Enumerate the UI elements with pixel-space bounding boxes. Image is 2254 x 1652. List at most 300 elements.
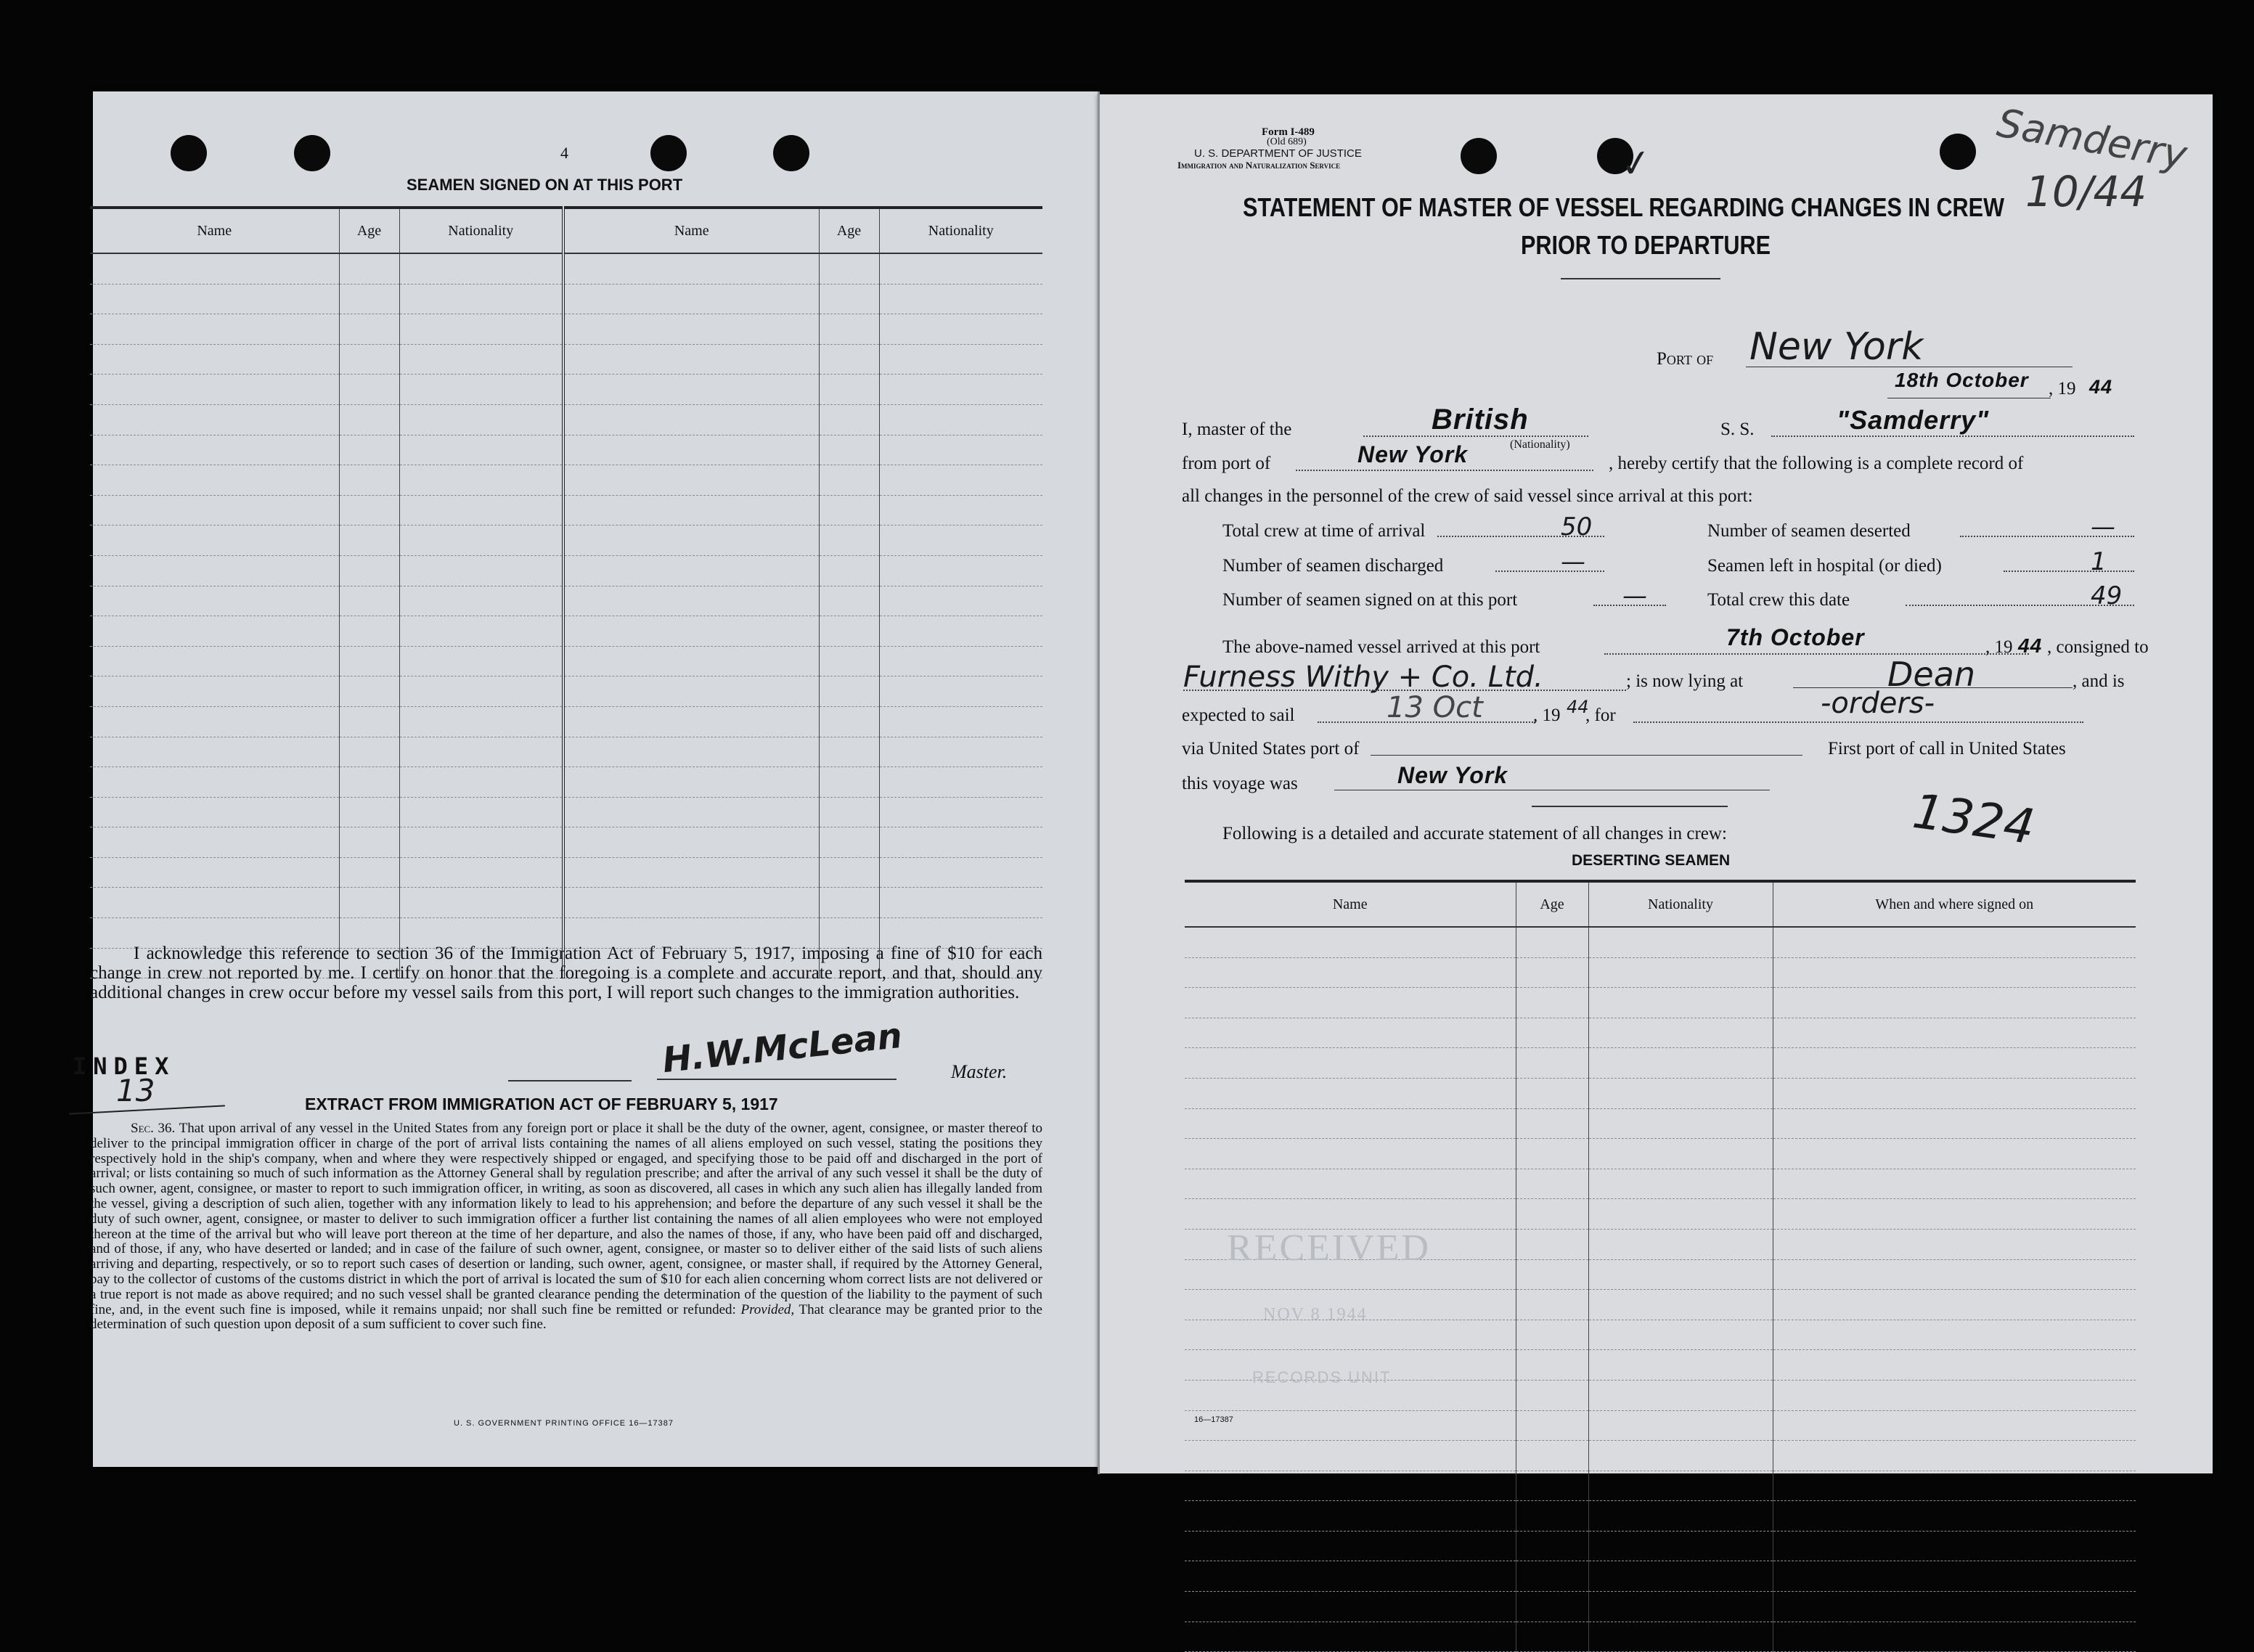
table-row — [90, 495, 1042, 526]
table-row — [1185, 1410, 2136, 1441]
table-cell — [1773, 1501, 2136, 1532]
table-row — [1185, 1018, 2136, 1048]
table-cell — [1185, 1592, 1516, 1622]
corner-note: Samderry — [1993, 99, 2191, 179]
table-cell — [819, 767, 879, 798]
table-cell — [90, 555, 339, 586]
table-cell — [1516, 1320, 1588, 1350]
table-cell — [90, 465, 339, 496]
table-cell — [1516, 1108, 1588, 1139]
table-cell — [879, 344, 1042, 375]
lying-label: ; is now lying at — [1626, 671, 1744, 691]
table-cell — [399, 706, 563, 737]
table-cell — [1588, 1350, 1773, 1381]
table-cell — [1185, 1561, 1516, 1592]
ship-name: "Samderry" — [1837, 405, 1990, 435]
table-cell — [819, 827, 879, 858]
extract-text: That upon arrival of any vessel in the United States from any foreign port or place it shall be the duty of the owner, agent, consignee, or master thereof to deliver to the principal immigration officer in charge of the port of arrival lists containing the names of all aliens employed on such vessel, stating the positions they respectively hold in the ship's company, when and where they were respectively shipped or engaged, and specifying those to be paid off and discharged in the port of arrival; or lists containing so much of such information as the Attorney General shall by regulation prescribe; and after the arrival of any such vessel it shall be the duty of such owner, agent, consignee, or master to report to such immigration officer, in writing, as soon as discovered, all cases in which any such alien has illegally landed from the vessel, giving a description of such alien, together with any information likely to lead to his apprehension; and before the departure of any such vessel it shall be the duty of such owner, agent, consignee, or master to deliver to such immigration officer a further list containing the names of all alien employees who were not employed thereon at the time of the arrival but who will leave port thereon at the time of her departure, and also the names of those, if any, who have been paid off and discharged, and of those, if any, who have deserted or landed; and in case of the failure of such owner, agent, consignee, or master so to deliver either of the said lists of such aliens arriving and departing, respectively, or so to report such cases of desertion or landing, such owner, agent, consignee, or master shall, if required by the Attorney General, pay to the collector of customs of the customs district in which the port of arrival is located the sum of $10 for each alien concerning whom correct lists are not delivered or a true report is not made as above required; and no such vessel shall be granted clearance pending the determination of the question of the liability to the payment of such fine, and, in the event such fine is imposed, while it remains unpaid; nor shall such fine be remitted or refunded: — [90, 1121, 1042, 1317]
table-cell — [339, 284, 399, 314]
table-cell — [1773, 1259, 2136, 1290]
received-stamp-date: NOV 8 1944 — [1263, 1305, 1368, 1324]
table-cell — [90, 344, 339, 375]
expected-year: 44 — [1567, 697, 1589, 717]
port-value: New York — [1749, 325, 1924, 369]
table-cell — [879, 253, 1042, 284]
table-cell — [1773, 1471, 2136, 1501]
table-cell — [399, 737, 563, 767]
table-cell — [1516, 1471, 1588, 1501]
table-cell — [399, 555, 563, 586]
table-cell — [563, 404, 819, 435]
table-row — [1185, 1592, 2136, 1622]
certify-text: , hereby certify that the following is a complete record of — [1609, 454, 2024, 473]
punch-hole — [773, 135, 809, 171]
stat-label: Number of seamen signed on at this port — [1222, 590, 1518, 610]
table-cell — [90, 526, 339, 556]
stat-label: Seamen left in hospital (or died) — [1707, 556, 1942, 576]
table-cell — [879, 465, 1042, 496]
expected-value: 13 Oct — [1387, 691, 1483, 724]
following-text: Following is a detailed and accurate statement of all changes in crew: — [1222, 824, 1727, 843]
table-cell — [90, 706, 339, 737]
stat-leader-dots — [1495, 571, 1604, 572]
table-cell — [1588, 1320, 1773, 1350]
table-cell — [339, 344, 399, 375]
table-row — [90, 253, 1042, 284]
table-row — [90, 284, 1042, 314]
table-cell — [1516, 1290, 1588, 1320]
table-cell — [1516, 1622, 1588, 1652]
table-cell — [1185, 1108, 1516, 1139]
table-cell — [1588, 1380, 1773, 1410]
table-cell — [1185, 1169, 1516, 1199]
table-cell — [879, 646, 1042, 676]
table-cell — [1516, 1561, 1588, 1592]
table-cell — [1588, 1471, 1773, 1501]
table-cell — [879, 827, 1042, 858]
table-cell — [879, 404, 1042, 435]
table-row — [1185, 1501, 2136, 1532]
ship-name-line — [1771, 436, 2134, 437]
certify-text-2: all changes in the personnel of the crew of said vessel since arrival at this port: — [1182, 486, 1753, 506]
table-cell — [90, 857, 339, 888]
table-cell — [879, 435, 1042, 465]
stat-label: Number of seamen discharged — [1222, 556, 1444, 576]
table-cell — [1588, 927, 1773, 957]
table-cell — [1773, 1441, 2136, 1471]
table-row — [1185, 1531, 2136, 1561]
table-row — [90, 857, 1042, 888]
section-title: SEAMEN SIGNED ON AT THIS PORT — [407, 176, 683, 194]
table-cell — [1773, 1139, 2136, 1169]
table-cell — [339, 404, 399, 435]
for-line — [1633, 721, 2083, 723]
table-row — [90, 888, 1042, 918]
table-cell — [399, 767, 563, 798]
table-cell — [339, 555, 399, 586]
stat-value: — — [1561, 547, 1585, 576]
column-header: Name — [563, 208, 819, 253]
table-cell — [1516, 1501, 1588, 1532]
date-value: 18th October — [1895, 369, 2029, 391]
table-cell — [819, 706, 879, 737]
table-cell — [90, 827, 339, 858]
table-cell — [1185, 1410, 1516, 1441]
table-cell — [1588, 1139, 1773, 1169]
extract-body — [90, 1121, 1042, 1333]
from-port-line — [1296, 470, 1593, 471]
table-row — [90, 435, 1042, 465]
table-row — [1185, 1199, 2136, 1230]
table-cell — [819, 888, 879, 918]
table-cell — [399, 888, 563, 918]
received-stamp: RECEIVED — [1227, 1227, 1432, 1269]
year-value: 44 — [2089, 376, 2113, 398]
table-cell — [1773, 1290, 2136, 1320]
stat-value: — — [2091, 512, 2115, 541]
table-cell — [90, 375, 339, 405]
first-port-label: First port of call in United States — [1828, 739, 2066, 758]
table-cell — [1185, 1048, 1516, 1079]
table-row — [90, 375, 1042, 405]
table-cell — [339, 767, 399, 798]
table-cell — [879, 767, 1042, 798]
corner-date: 10/44 — [2025, 167, 2147, 216]
table-row — [90, 706, 1042, 737]
table-cell — [1516, 1380, 1588, 1410]
form-number: Form I-489 — [1262, 126, 1315, 138]
table-row — [90, 737, 1042, 767]
table-cell — [1588, 1078, 1773, 1108]
via-line — [1371, 755, 1802, 756]
index-stamp: INDEX — [73, 1052, 176, 1080]
table-cell — [819, 495, 879, 526]
table-row — [90, 646, 1042, 676]
table-cell — [563, 253, 819, 284]
acknowledgment-text: I acknowledge this reference to section 36 of the Immigration Act of February 5, 1917, imposing a fine of $10 for each change in crew not reported by me. I certify on honor that the foregoing is a complete and accurate report, and that, should any additional changes in crew occur before my vessel sails from this port, I will report such changes to the immigration authorities. — [90, 944, 1042, 1002]
table-cell — [1516, 957, 1588, 988]
table-row — [1185, 1139, 2136, 1169]
arrived-date: 7th October — [1726, 624, 1865, 650]
master-label: Master. — [951, 1061, 1008, 1082]
table-body — [1185, 927, 2136, 1652]
stat-label: Total crew this date — [1707, 590, 1850, 610]
master-of-label: I, master of the — [1182, 420, 1292, 439]
column-header: Name — [1185, 881, 1516, 927]
table-cell — [339, 827, 399, 858]
table-cell — [819, 555, 879, 586]
table-cell — [1588, 1501, 1773, 1532]
table-cell — [563, 435, 819, 465]
table-cell — [399, 314, 563, 345]
stat-value: 49 — [2091, 581, 2123, 610]
table-cell — [399, 616, 563, 647]
table-cell — [1185, 927, 1516, 957]
table-cell — [563, 314, 819, 345]
column-header: Age — [339, 208, 399, 253]
table-cell — [1773, 927, 2136, 957]
table-row — [90, 676, 1042, 707]
table-cell — [1773, 1561, 2136, 1592]
stat-label: Number of seamen deserted — [1707, 521, 1911, 541]
table-cell — [879, 857, 1042, 888]
this-voyage-label: this voyage was — [1182, 774, 1298, 793]
table-cell — [819, 616, 879, 647]
stat-leader-dots — [2004, 571, 2134, 572]
table-cell — [399, 586, 563, 616]
table-cell — [879, 555, 1042, 586]
table-cell — [879, 526, 1042, 556]
table-cell — [399, 646, 563, 676]
extract-title: EXTRACT FROM IMMIGRATION ACT OF FEBRUARY 5, 1917 — [305, 1095, 778, 1113]
table-cell — [1516, 1048, 1588, 1079]
table-cell — [399, 827, 563, 858]
table-cell — [339, 616, 399, 647]
table-cell — [879, 495, 1042, 526]
table-cell — [563, 676, 819, 707]
ss-label: S. S. — [1720, 420, 1755, 439]
table-cell — [1588, 1048, 1773, 1079]
table-row — [90, 555, 1042, 586]
table-cell — [879, 706, 1042, 737]
table-row — [1185, 1441, 2136, 1471]
table-row — [1185, 1471, 2136, 1501]
section-rule — [1532, 806, 1728, 807]
column-header: When and where signed on — [1773, 881, 2136, 927]
printer-footer-left: U. S. GOVERNMENT PRINTING OFFICE 16—17387 — [454, 1419, 674, 1428]
table-row — [1185, 1169, 2136, 1199]
arrived-year: 44 — [2018, 634, 2043, 657]
table-cell — [563, 375, 819, 405]
expected-label: expected to sail — [1182, 706, 1295, 725]
port-label: Port of — [1657, 349, 1714, 369]
table-cell — [90, 404, 339, 435]
index-number: 13 — [116, 1073, 155, 1108]
table-row — [1185, 1048, 2136, 1079]
punch-hole — [294, 135, 330, 171]
table-cell — [819, 284, 879, 314]
signature-line-left — [508, 1080, 632, 1081]
table-cell — [819, 797, 879, 827]
table-cell — [1516, 1441, 1588, 1471]
page-fold — [1098, 91, 1100, 1474]
table-row — [90, 526, 1042, 556]
table-cell — [819, 435, 879, 465]
nationality-caption: (Nationality) — [1510, 438, 1570, 451]
table-row — [1185, 1561, 2136, 1592]
table-cell — [1516, 1199, 1588, 1230]
table-cell — [563, 344, 819, 375]
extract-tail: That clearance may be granted prior to the determination of such question upon deposit of a sum sufficient to cover such fine. — [90, 1301, 1042, 1333]
arrived-label: The above-named vessel arrived at this port — [1222, 637, 1540, 657]
nationality-value: British — [1432, 404, 1529, 436]
table-cell — [1588, 1531, 1773, 1561]
table-cell — [819, 857, 879, 888]
from-port-label: from port of — [1182, 454, 1271, 473]
table-row — [1185, 1108, 2136, 1139]
table-cell — [339, 586, 399, 616]
table-row — [90, 404, 1042, 435]
table-row — [90, 586, 1042, 616]
table-cell — [399, 375, 563, 405]
table-cell — [1516, 1139, 1588, 1169]
table-cell — [1185, 1078, 1516, 1108]
table-row — [1185, 957, 2136, 988]
table-cell — [1185, 1018, 1516, 1048]
table-cell — [90, 767, 339, 798]
table-cell — [819, 737, 879, 767]
table-cell — [1588, 1622, 1773, 1652]
table-cell — [1185, 1622, 1516, 1652]
table-cell — [1773, 1592, 2136, 1622]
table-cell — [1773, 1199, 2136, 1230]
table-cell — [339, 435, 399, 465]
column-header: Age — [1516, 881, 1588, 927]
table-cell — [1516, 1078, 1588, 1108]
punch-hole — [1940, 134, 1976, 170]
table-cell — [90, 495, 339, 526]
table-row — [1185, 988, 2136, 1018]
table-cell — [399, 344, 563, 375]
table-row — [90, 616, 1042, 647]
table-cell — [563, 526, 819, 556]
table-cell — [1773, 1320, 2136, 1350]
table-cell — [90, 435, 339, 465]
table-cell — [819, 646, 879, 676]
table-cell — [1516, 1592, 1588, 1622]
column-header: Nationality — [399, 208, 563, 253]
table-row — [1185, 1078, 2136, 1108]
table-cell — [1588, 1410, 1773, 1441]
table-cell — [879, 888, 1042, 918]
service-name: Immigration and Naturalization Service — [1177, 160, 1341, 171]
punch-hole — [1461, 138, 1497, 174]
table-cell — [879, 284, 1042, 314]
table-cell — [563, 284, 819, 314]
table-cell — [399, 495, 563, 526]
table-cell — [1773, 1531, 2136, 1561]
table-cell — [563, 888, 819, 918]
table-cell — [819, 375, 879, 405]
for-value: -orders- — [1821, 687, 1935, 720]
page-number: 4 — [560, 144, 568, 162]
table-cell — [90, 888, 339, 918]
table-cell — [1773, 1350, 2136, 1381]
table-cell — [1588, 1018, 1773, 1048]
table-cell — [90, 616, 339, 647]
table-cell — [1773, 1108, 2136, 1139]
table-cell — [1588, 1108, 1773, 1139]
table-cell — [879, 737, 1042, 767]
check-mark: ✓ — [1617, 142, 1655, 187]
table-cell — [339, 797, 399, 827]
from-port-value: New York — [1357, 441, 1469, 467]
table-row — [90, 797, 1042, 827]
table-cell — [339, 465, 399, 496]
for-label: , for — [1585, 706, 1616, 725]
table-cell — [819, 676, 879, 707]
table-cell — [563, 646, 819, 676]
stat-value: — — [1622, 581, 1647, 610]
table-cell — [879, 797, 1042, 827]
year-prefix: , 19 — [2049, 379, 2076, 398]
table-cell — [339, 888, 399, 918]
via-label: via United States port of — [1182, 739, 1360, 758]
table-cell — [90, 676, 339, 707]
table-cell — [1516, 1018, 1588, 1048]
table-cell — [1516, 1229, 1588, 1259]
table-cell — [879, 676, 1042, 707]
table-cell — [399, 526, 563, 556]
table-cell — [399, 676, 563, 707]
table-cell — [879, 616, 1042, 647]
table-cell — [1773, 1018, 2136, 1048]
table-cell — [399, 797, 563, 827]
table-cell — [1185, 988, 1516, 1018]
table-cell — [339, 857, 399, 888]
lying-value: Dean — [1887, 655, 1976, 694]
stat-value: 1 — [2091, 547, 2107, 576]
table-cell — [1516, 1350, 1588, 1381]
first-port-value: New York — [1397, 762, 1508, 788]
table-cell — [339, 253, 399, 284]
table-cell — [563, 495, 819, 526]
table-cell — [399, 404, 563, 435]
expected-year-prefix: , 19 — [1533, 706, 1561, 725]
form-old-number: (Old 689) — [1267, 136, 1307, 147]
table-row — [1185, 927, 2136, 957]
table-cell — [1773, 1410, 2136, 1441]
table-row — [90, 827, 1042, 858]
table-cell — [1773, 1078, 2136, 1108]
table-cell — [339, 646, 399, 676]
table-cell — [1773, 988, 2136, 1018]
table-cell — [1516, 1531, 1588, 1561]
table-cell — [819, 344, 879, 375]
table-cell — [563, 706, 819, 737]
department-name: U. S. DEPARTMENT OF JUSTICE — [1194, 147, 1362, 160]
stat-value: 50 — [1561, 512, 1593, 541]
table-cell — [563, 616, 819, 647]
table-cell — [399, 284, 563, 314]
table-cell — [90, 314, 339, 345]
table-cell — [399, 435, 563, 465]
arrived-year-prefix: , 19 — [1985, 637, 2013, 657]
table-cell — [879, 375, 1042, 405]
table-row — [90, 465, 1042, 496]
table-cell — [819, 526, 879, 556]
table-cell — [1516, 1410, 1588, 1441]
table-cell — [339, 706, 399, 737]
table-cell — [1588, 1561, 1773, 1592]
table-row — [90, 314, 1042, 345]
extract-proviso: Provided, — [740, 1301, 795, 1317]
table-cell — [1516, 988, 1588, 1018]
table-cell — [563, 827, 819, 858]
table-cell — [879, 586, 1042, 616]
table-cell — [90, 737, 339, 767]
table-cell — [563, 555, 819, 586]
form-title-line1: STATEMENT OF MASTER OF VESSEL REGARDING CHANGES IN CREW — [1243, 192, 2004, 222]
table-cell — [1773, 957, 2136, 988]
table-cell — [1185, 1471, 1516, 1501]
table-cell — [1185, 1199, 1516, 1230]
table-cell — [879, 314, 1042, 345]
table-cell — [1588, 1199, 1773, 1230]
table-cell — [1588, 957, 1773, 988]
punch-hole — [171, 135, 207, 171]
table-cell — [819, 314, 879, 345]
